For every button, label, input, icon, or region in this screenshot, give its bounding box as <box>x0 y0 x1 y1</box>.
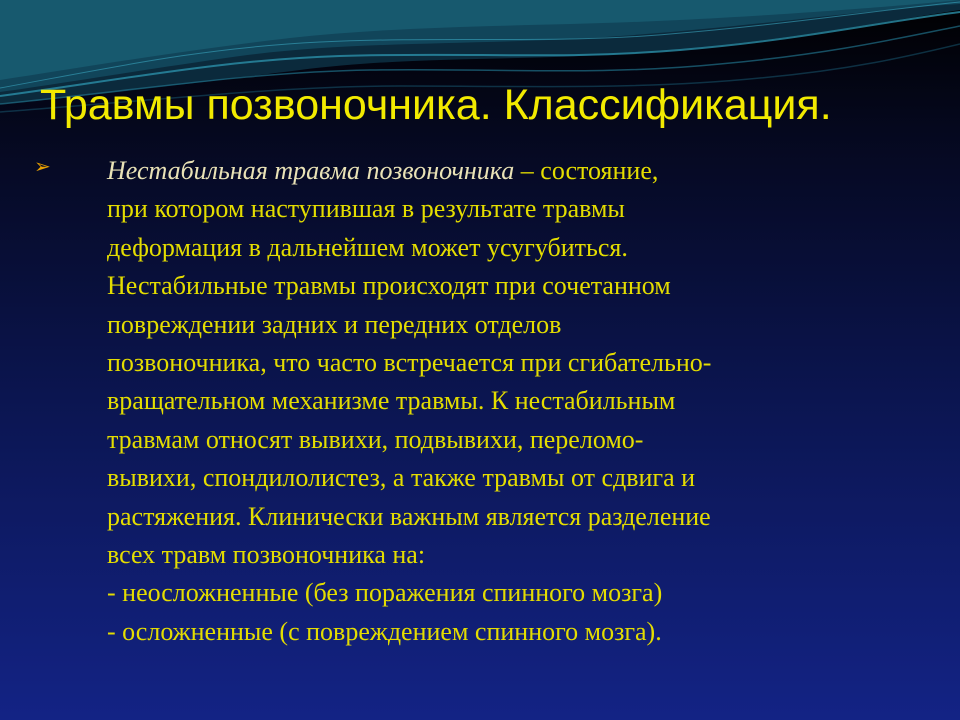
text-line: при котором наступившая в результате травмы <box>107 194 625 224</box>
text-line: - неосложненные (без поражения спинного мозга) <box>107 578 663 608</box>
text-line: травмам относят вывихи, подвывихи, переломо- <box>107 424 644 454</box>
slide-body <box>34 152 914 651</box>
text-line: деформация в дальнейшем может усугубиться. <box>107 232 628 262</box>
text-line: – состояние, <box>514 156 659 185</box>
bullet-paragraph <box>77 152 914 651</box>
text-line: - осложненные (с повреждением спинного мозга). <box>107 616 662 646</box>
text-line: вращательном механизме травмы. К нестабильным <box>107 386 676 416</box>
text-line: Нестабильные травмы происходят при сочетанном <box>107 271 671 301</box>
text-line: всех травм позвоночника на: <box>107 540 426 570</box>
text-line: растяжения. Клинически важным является разделение <box>107 501 711 531</box>
arrow-bullet-icon: ➢ <box>34 154 51 178</box>
text-line: позвоночника, что часто встречается при сгибательно- <box>107 348 712 378</box>
term-italic: Нестабильная травма позвоночника <box>107 156 515 185</box>
slide-title: Травмы позвоночника. Классификация. <box>40 81 832 129</box>
text-line: вывихи, спондилолистез, а также травмы от сдвига и <box>107 463 696 493</box>
text-line: повреждении задних и передних отделов <box>107 309 562 339</box>
